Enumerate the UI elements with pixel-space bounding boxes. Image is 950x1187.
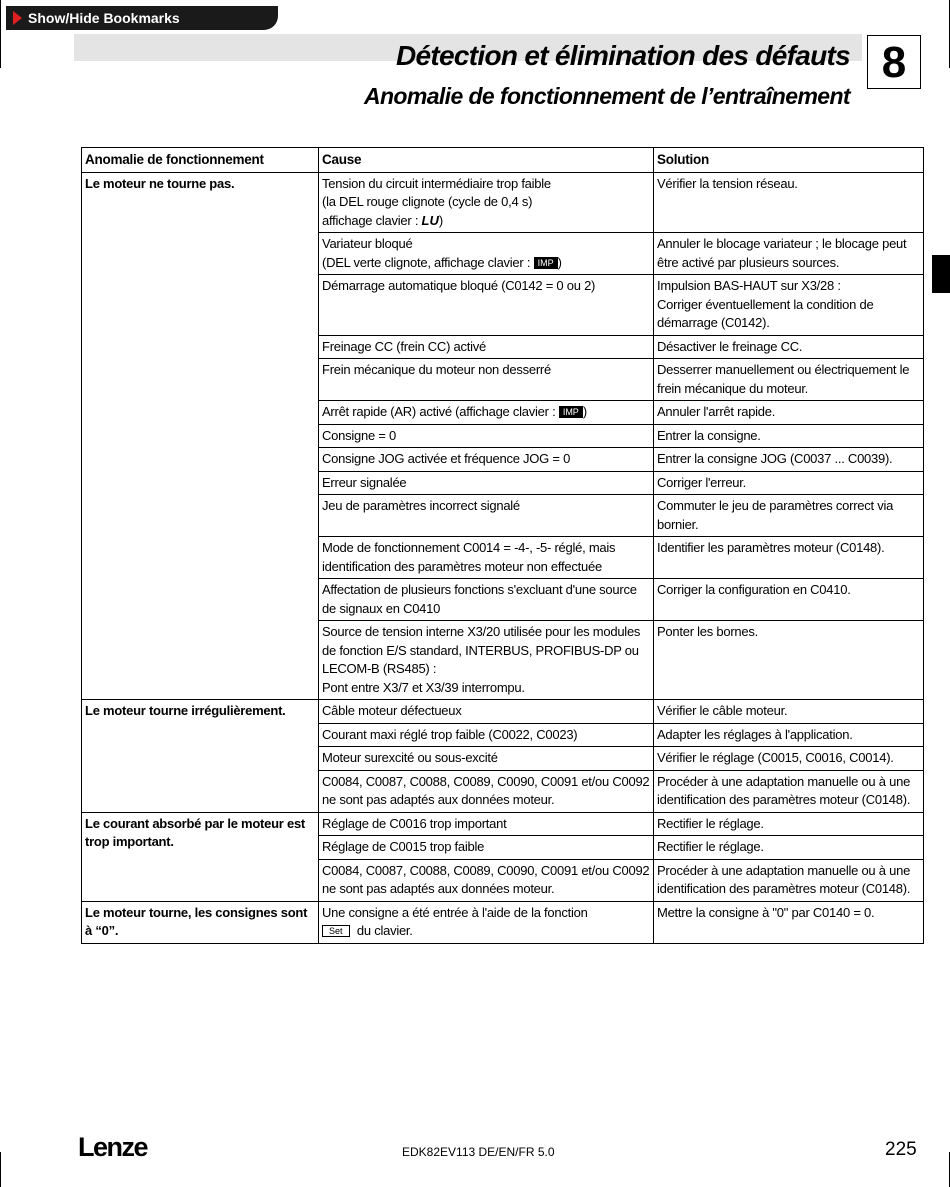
crop-mark — [0, 0, 1, 68]
table-header-row — [82, 148, 924, 173]
cause-cell: Tension du circuit intermédiaire trop faible (la DEL rouge clignote (cycle de 0,4 s) affichage clavier : LU) — [319, 172, 654, 233]
table-row — [82, 700, 924, 724]
set-key-icon: Set — [322, 925, 350, 937]
cause-cell: Moteur surexcité ou sous-excité — [319, 747, 654, 771]
page-subtitle: Anomalie de fonctionnement de l’entraînement — [363, 83, 850, 109]
imp-display-icon: IMP — [534, 257, 558, 269]
solution-cell: Annuler l'arrêt rapide. — [654, 401, 924, 425]
solution-cell: Corriger la configuration en C0410. — [654, 579, 924, 621]
solution-cell: Adapter les réglages à l'application. — [654, 723, 924, 747]
triangle-right-icon — [13, 11, 22, 25]
cause-cell: Arrêt rapide (AR) activé (affichage clavier : IMP ) — [319, 401, 654, 425]
cause-cell: Jeu de paramètres incorrect signalé — [319, 495, 654, 537]
cause-cell: Mode de fonctionnement C0014 = -4-, -5- réglé, mais identification des paramètres moteur non effectuée — [319, 537, 654, 579]
solution-cell: Impulsion BAS-HAUT sur X3/28 : Corriger éventuellement la condition de démarrage (C0142). — [654, 275, 924, 336]
solution-cell: Commuter le jeu de paramètres correct via bornier. — [654, 495, 924, 537]
solution-cell: Corriger l'erreur. — [654, 471, 924, 495]
solution-cell: Désactiver le freinage CC. — [654, 335, 924, 359]
cause-cell: Réglage de C0016 trop important — [319, 812, 654, 836]
solution-cell: Vérifier le réglage (C0015, C0016, C0014). — [654, 747, 924, 771]
cause-cell: Réglage de C0015 trop faible — [319, 836, 654, 860]
cause-cell: Source de tension interne X3/20 utilisée pour les modules de fonction E/S standard, INTERBUS, PROFIBUS-DP ou LECOM-B (RS485) : Pont entre X3/7 et X3/39 interrompu. — [319, 621, 654, 700]
solution-cell: Vérifier la tension réseau. — [654, 172, 924, 233]
fault-table — [81, 147, 924, 944]
cause-cell: Frein mécanique du moteur non desserré — [319, 359, 654, 401]
solution-cell: Entrer la consigne. — [654, 424, 924, 448]
lenze-logo: Lenze — [78, 1132, 148, 1162]
page-number: 225 — [885, 1139, 917, 1160]
cause-cell: Consigne JOG activée et fréquence JOG = 0 — [319, 448, 654, 472]
cause-cell: Une consigne a été entrée à l'aide de la fonction Set du clavier. — [319, 901, 654, 943]
page-title: Détection et élimination des défauts — [396, 40, 850, 71]
solution-cell: Mettre la consigne à "0" par C0140 = 0. — [654, 901, 924, 943]
cause-cell: Freinage CC (frein CC) activé — [319, 335, 654, 359]
cause-cell: Variateur bloqué (DEL verte clignote, affichage clavier : IMP ) — [319, 233, 654, 275]
chapter-number: 8 — [867, 35, 921, 89]
solution-cell: Procéder à une adaptation manuelle ou à une identification des paramètres moteur (C0148). — [654, 770, 924, 812]
solution-cell: Annuler le blocage variateur ; le blocage peut être activé par plusieurs sources. — [654, 233, 924, 275]
solution-cell: Ponter les bornes. — [654, 621, 924, 700]
cause-cell: Consigne = 0 — [319, 424, 654, 448]
document-id: EDK82EV113 DE/EN/FR 5.0 — [402, 1145, 555, 1159]
solution-cell: Vérifier le câble moteur. — [654, 700, 924, 724]
chapter-thumb-tab — [932, 255, 950, 293]
cause-cell: Câble moteur défectueux — [319, 700, 654, 724]
cause-cell: Courant maxi réglé trop faible (C0022, C0023) — [319, 723, 654, 747]
solution-cell: Rectifier le réglage. — [654, 812, 924, 836]
anomaly-cell: Le moteur tourne, les consignes sont à “0”. — [82, 901, 319, 943]
cause-cell: Démarrage automatique bloqué (C0142 = 0 ou 2) — [319, 275, 654, 336]
header-solution: Solution — [654, 148, 924, 173]
imp-display-icon: IMP — [559, 406, 583, 418]
cause-cell: C0084, C0087, C0088, C0089, C0090, C0091 et/ou C0092 ne sont pas adaptés aux données moteur. — [319, 859, 654, 901]
table-row — [82, 812, 924, 836]
table-row — [82, 172, 924, 233]
anomaly-cell: Le moteur tourne irrégulièrement. — [82, 700, 319, 813]
table-row — [82, 901, 924, 943]
solution-cell: Entrer la consigne JOG (C0037 ... C0039). — [654, 448, 924, 472]
solution-cell: Identifier les paramètres moteur (C0148). — [654, 537, 924, 579]
solution-cell: Desserrer manuellement ou électriquement le frein mécanique du moteur. — [654, 359, 924, 401]
solution-cell: Procéder à une adaptation manuelle ou à une identification des paramètres moteur (C0148). — [654, 859, 924, 901]
header-cause: Cause — [319, 148, 654, 173]
bookmarks-label: Show/Hide Bookmarks — [28, 10, 180, 26]
header-anomaly: Anomalie de fonctionnement — [82, 148, 319, 173]
cause-cell: Affectation de plusieurs fonctions s'excluant d'une source de signaux en C0410 — [319, 579, 654, 621]
crop-mark — [0, 1152, 1, 1187]
cause-cell: Erreur signalée — [319, 471, 654, 495]
lcd-lu-glyph: LU — [421, 212, 439, 228]
show-hide-bookmarks-button[interactable] — [6, 6, 278, 30]
anomaly-cell: Le courant absorbé par le moteur est trop important. — [82, 812, 319, 901]
solution-cell: Rectifier le réglage. — [654, 836, 924, 860]
cause-cell: C0084, C0087, C0088, C0089, C0090, C0091 et/ou C0092 ne sont pas adaptés aux données moteur. — [319, 770, 654, 812]
anomaly-cell: Le moteur ne tourne pas. — [82, 172, 319, 700]
